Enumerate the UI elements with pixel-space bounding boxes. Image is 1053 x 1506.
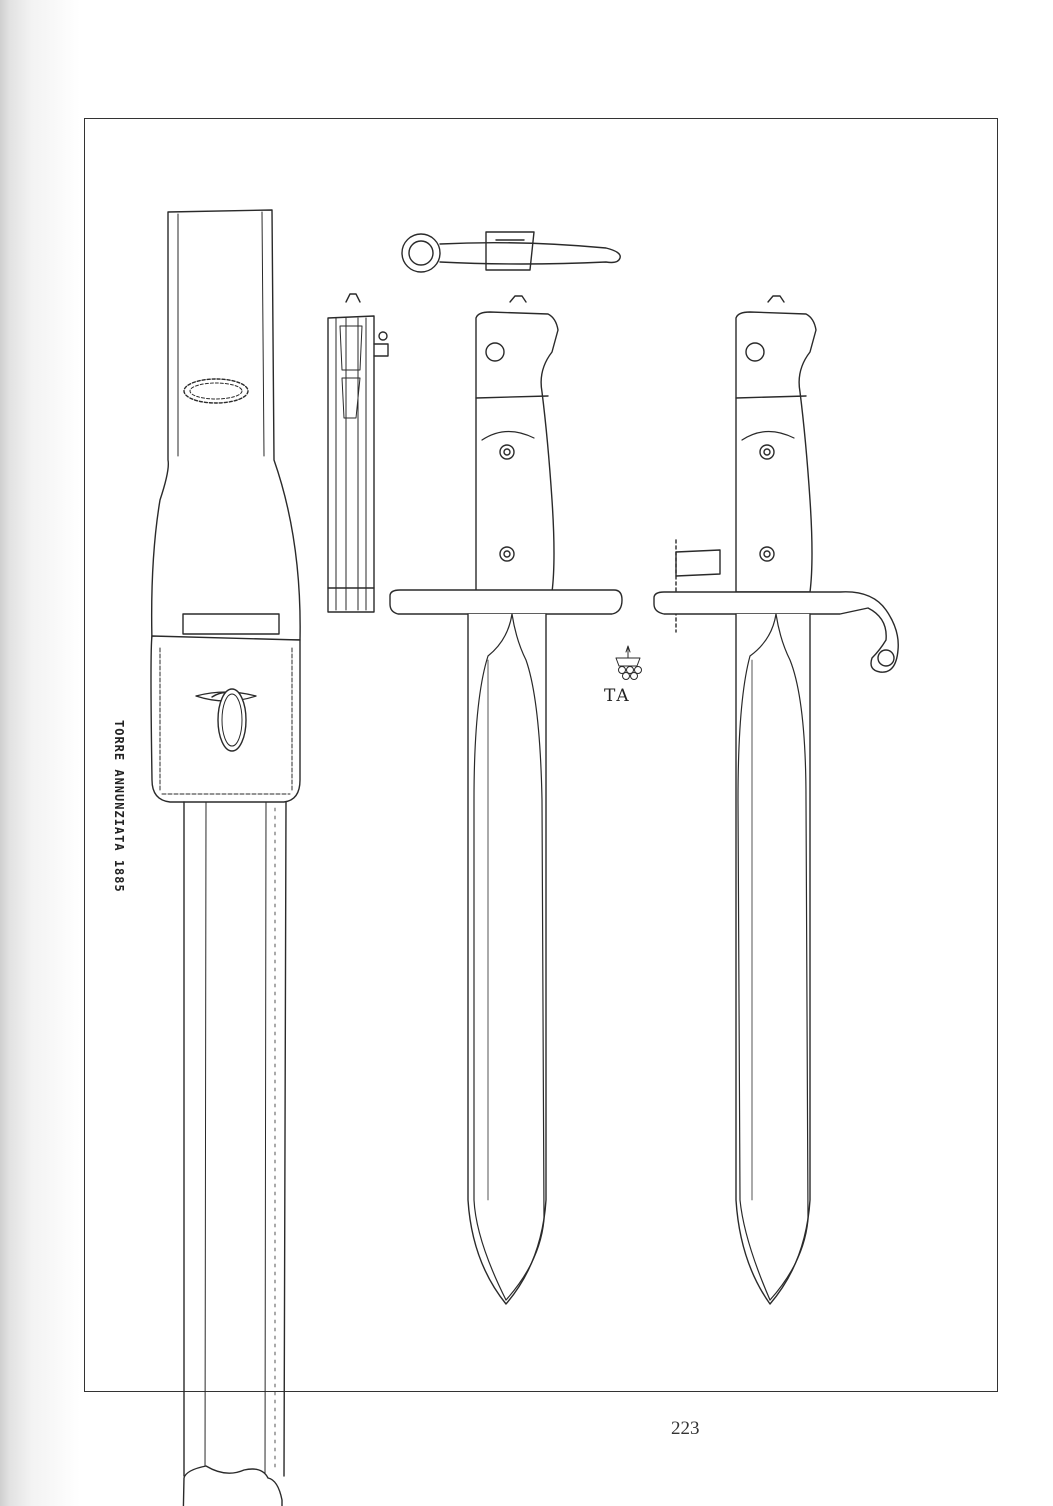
scabbard-inscription: TORRE ANNUNZIATA 1885: [112, 720, 126, 893]
maker-mark-text: TA: [604, 686, 631, 706]
crown-mark-icon: [616, 646, 642, 680]
bayonet-1: [390, 296, 622, 1304]
bayonet-2: [654, 296, 898, 1304]
frog-stud-detail: [402, 232, 620, 272]
page-number: 223: [671, 1418, 700, 1439]
scabbard-with-frog: [151, 210, 300, 1506]
hilt-side-view: [328, 294, 388, 612]
